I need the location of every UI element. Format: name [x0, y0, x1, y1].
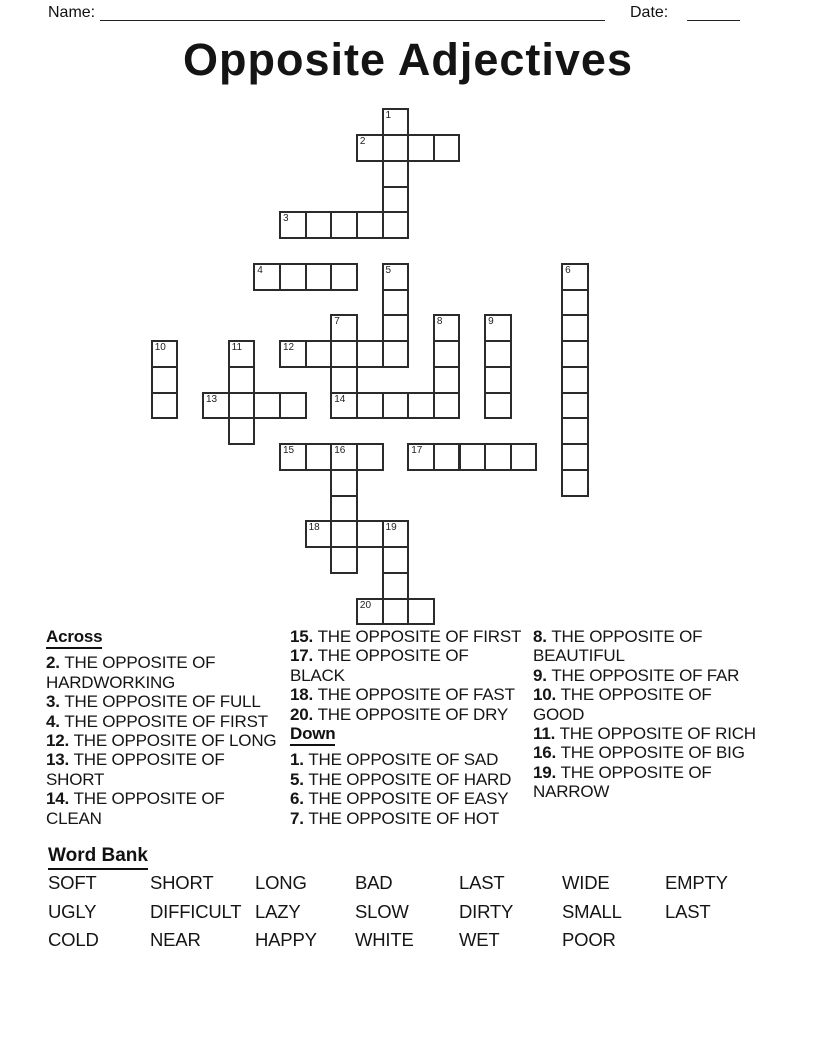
- crossword-cell[interactable]: [382, 392, 410, 420]
- date-label: Date:: [630, 4, 669, 21]
- clue-number: 7.: [290, 808, 309, 828]
- crossword-cell[interactable]: [253, 263, 281, 291]
- cell-number: 13: [206, 393, 218, 405]
- clue-column: [533, 627, 785, 802]
- crossword-cell[interactable]: [356, 392, 384, 420]
- clue: 8. THE OPPOSITE OF: [533, 627, 703, 646]
- crossword-cell[interactable]: [330, 340, 358, 368]
- clue: GOOD: [533, 704, 585, 724]
- crossword-cell[interactable]: [305, 443, 333, 471]
- page-title: Opposite Adjectives: [183, 34, 633, 85]
- crossword-cell[interactable]: [330, 366, 358, 394]
- crossword-cell[interactable]: [510, 443, 538, 471]
- clue-number: 18.: [290, 685, 318, 705]
- word-bank-word: SLOW: [355, 900, 409, 922]
- crossword-cell[interactable]: [561, 263, 589, 291]
- crossword-cell[interactable]: [382, 186, 410, 214]
- word-bank-word: NEAR: [150, 929, 201, 950]
- crossword-cell[interactable]: [484, 392, 512, 420]
- crossword-cell[interactable]: [305, 211, 333, 239]
- crossword-cell[interactable]: [305, 520, 333, 548]
- crossword-cell[interactable]: [407, 598, 435, 626]
- clue: 7. THE OPPOSITE OF HOT: [290, 808, 500, 828]
- word-bank-word: SOFT: [48, 872, 97, 893]
- crossword-cell[interactable]: [484, 314, 512, 342]
- name-blank[interactable]: [100, 4, 605, 21]
- crossword-cell[interactable]: [356, 520, 384, 548]
- crossword-cell[interactable]: [279, 443, 307, 471]
- word-bank-word: WHITE: [355, 929, 414, 950]
- crossword-cell[interactable]: [382, 546, 410, 574]
- crossword-cell[interactable]: [382, 340, 410, 368]
- clue: BLACK: [290, 665, 345, 685]
- word-bank-word: DIFFICULT: [150, 900, 242, 922]
- crossword-cell[interactable]: [356, 443, 384, 471]
- crossword-cell[interactable]: [228, 340, 256, 368]
- clue-number: 19.: [533, 762, 561, 782]
- clue-number: 15.: [290, 627, 318, 646]
- crossword-cell[interactable]: [561, 340, 589, 368]
- cell-number: 8: [436, 316, 443, 328]
- crossword-cell[interactable]: [151, 366, 179, 394]
- crossword-cell[interactable]: [305, 263, 333, 291]
- cell-number: 9: [488, 316, 494, 328]
- clue: 16. THE OPPOSITE OF BIG: [533, 743, 745, 763]
- crossword-cell[interactable]: [484, 366, 512, 394]
- clue: 14. THE OPPOSITE OF: [46, 789, 225, 809]
- clue-column: [46, 627, 298, 828]
- cell-number: 19: [385, 522, 397, 534]
- word-bank-word: COLD: [48, 929, 99, 950]
- crossword-cell[interactable]: [382, 572, 410, 600]
- crossword-cell[interactable]: [433, 134, 461, 162]
- crossword-cell[interactable]: [382, 263, 410, 291]
- clue-number: 6.: [290, 789, 309, 809]
- clue: 13. THE OPPOSITE OF: [46, 750, 225, 770]
- clue-number: 3.: [46, 692, 65, 712]
- clue-number: 9.: [533, 665, 552, 685]
- down-heading: Down: [290, 724, 542, 743]
- crossword-cell[interactable]: [561, 417, 589, 445]
- crossword-cell[interactable]: [228, 392, 256, 420]
- cell-number: 17: [411, 445, 423, 457]
- crossword-cell[interactable]: [433, 443, 461, 471]
- clue: 2. THE OPPOSITE OF: [46, 653, 216, 673]
- crossword-cell[interactable]: [433, 392, 461, 420]
- clue: 19. THE OPPOSITE OF: [533, 762, 712, 782]
- cell-number: 4: [257, 264, 263, 276]
- clue-number: 20.: [290, 704, 318, 724]
- crossword-cell[interactable]: [151, 392, 179, 420]
- crossword-cell[interactable]: [279, 263, 307, 291]
- clue: NARROW: [533, 782, 610, 802]
- word-bank-word: LAST: [665, 900, 711, 922]
- clue: CLEAN: [46, 808, 102, 828]
- clue-number: 5.: [290, 769, 309, 789]
- word-bank-word: LAST: [459, 872, 505, 893]
- crossword-cell[interactable]: [407, 392, 435, 420]
- crossword-cell[interactable]: [330, 469, 358, 497]
- clue: 1. THE OPPOSITE OF SAD: [290, 750, 499, 770]
- clue: 18. THE OPPOSITE OF FAST: [290, 685, 515, 705]
- clue-number: 12.: [46, 731, 74, 751]
- cell-number: 7: [334, 316, 340, 328]
- crossword-cell[interactable]: [484, 443, 512, 471]
- crossword-cell[interactable]: [561, 469, 589, 497]
- cell-number: 6: [565, 264, 571, 276]
- crossword-cell[interactable]: [382, 211, 410, 239]
- crossword-cell[interactable]: [330, 546, 358, 574]
- crossword-cell[interactable]: [279, 211, 307, 239]
- crossword-cell[interactable]: [305, 340, 333, 368]
- crossword-cell[interactable]: [382, 160, 410, 188]
- word-bank-word: SHORT: [150, 872, 214, 893]
- crossword-cell[interactable]: [356, 598, 384, 626]
- clue-number: 1.: [290, 750, 309, 770]
- word-bank-word: LONG: [255, 872, 307, 893]
- crossword-cell[interactable]: [433, 366, 461, 394]
- clue: 15. THE OPPOSITE OF FIRST: [290, 627, 522, 646]
- crossword-cell[interactable]: [228, 366, 256, 394]
- crossword-cell[interactable]: [382, 598, 410, 626]
- crossword-cell[interactable]: [484, 340, 512, 368]
- crossword-cell[interactable]: [382, 108, 410, 136]
- clue-column: [290, 627, 542, 828]
- word-bank-word: WIDE: [562, 872, 610, 893]
- crossword-cell[interactable]: [561, 443, 589, 471]
- crossword-cell[interactable]: [202, 392, 230, 420]
- clue-number: 2.: [46, 653, 65, 673]
- crossword-cell[interactable]: [356, 340, 384, 368]
- clue: 3. THE OPPOSITE OF FULL: [46, 692, 261, 712]
- crossword-cell[interactable]: [279, 392, 307, 420]
- clue: 10. THE OPPOSITE OF: [533, 685, 712, 705]
- word-bank-word: WET: [459, 929, 500, 950]
- crossword-cell[interactable]: [330, 520, 358, 548]
- clue: HARDWORKING: [46, 672, 176, 692]
- crossword-cell[interactable]: [330, 443, 358, 471]
- crossword-cell[interactable]: [330, 314, 358, 342]
- clue: 4. THE OPPOSITE OF FIRST: [46, 711, 268, 731]
- word-bank-word: SMALL: [562, 900, 622, 922]
- cell-number: 12: [282, 342, 295, 354]
- cell-number: 10: [154, 342, 166, 354]
- word-bank-word: UGLY: [48, 900, 97, 922]
- cell-number: 5: [385, 264, 392, 276]
- word-bank-word: LAZY: [255, 900, 301, 922]
- crossword-cell[interactable]: [330, 495, 358, 523]
- crossword-cell[interactable]: [356, 134, 384, 162]
- cell-number: 1: [385, 110, 392, 122]
- date-blank[interactable]: [687, 4, 740, 21]
- clue: 9. THE OPPOSITE OF FAR: [533, 665, 740, 685]
- clue-number: 13.: [46, 750, 74, 770]
- crossword-cell[interactable]: [330, 211, 358, 239]
- clue-number: 11.: [533, 724, 560, 744]
- crossword-cell[interactable]: [253, 392, 281, 420]
- cell-number: 2: [359, 136, 366, 148]
- clue: 5. THE OPPOSITE OF HARD: [290, 769, 512, 789]
- clue: 17. THE OPPOSITE OF: [290, 646, 469, 666]
- crossword-cell[interactable]: [459, 443, 487, 471]
- word-bank-word: BAD: [355, 872, 393, 893]
- cell-number: 16: [334, 445, 346, 457]
- clue: 11. THE OPPOSITE OF RICH: [533, 724, 756, 744]
- crossword-cell[interactable]: [356, 211, 384, 239]
- crossword-cell[interactable]: [228, 417, 256, 445]
- crossword-cell[interactable]: [382, 314, 410, 342]
- word-bank-word: HAPPY: [255, 929, 317, 950]
- crossword-cell[interactable]: [330, 263, 358, 291]
- word-bank-word: POOR: [562, 929, 616, 950]
- crossword-cell[interactable]: [330, 392, 358, 420]
- crossword-cell[interactable]: [433, 340, 461, 368]
- clue: 12. THE OPPOSITE OF LONG: [46, 731, 277, 751]
- crossword-cell[interactable]: [382, 289, 410, 317]
- crossword-cell[interactable]: [382, 520, 410, 548]
- cell-number: 14: [334, 393, 346, 405]
- crossword-cell[interactable]: [433, 314, 461, 342]
- cell-number: 20: [359, 599, 372, 611]
- clue-number: 8.: [533, 627, 552, 646]
- crossword-cell[interactable]: [151, 340, 179, 368]
- cell-number: 18: [308, 522, 320, 534]
- clue: BEAUTIFUL: [533, 646, 625, 666]
- crossword-cell[interactable]: [407, 443, 435, 471]
- cell-number: 15: [282, 445, 295, 457]
- crossword-cell[interactable]: [382, 134, 410, 162]
- word-bank-word: EMPTY: [665, 872, 728, 893]
- clue: 6. THE OPPOSITE OF EASY: [290, 789, 509, 809]
- cell-number: 11: [231, 342, 243, 354]
- word-bank-word: DIRTY: [459, 900, 514, 922]
- clue: SHORT: [46, 769, 105, 789]
- word-bank-heading: Word Bank: [48, 845, 148, 867]
- clue-number: 17.: [290, 646, 318, 666]
- crossword-cell[interactable]: [561, 289, 589, 317]
- crossword-cell[interactable]: [561, 314, 589, 342]
- clue-number: 16.: [533, 743, 561, 763]
- clue-number: 14.: [46, 789, 74, 809]
- clue: 20. THE OPPOSITE OF DRY: [290, 704, 509, 724]
- crossword-cell[interactable]: [561, 392, 589, 420]
- crossword-cell[interactable]: [279, 340, 307, 368]
- cell-number: 3: [282, 213, 289, 225]
- clue-number: 4.: [46, 711, 65, 731]
- crossword-cell[interactable]: [407, 134, 435, 162]
- across-heading: Across: [46, 627, 298, 646]
- crossword-cell[interactable]: [561, 366, 589, 394]
- clue-number: 10.: [533, 685, 561, 705]
- name-label: Name:: [48, 4, 96, 21]
